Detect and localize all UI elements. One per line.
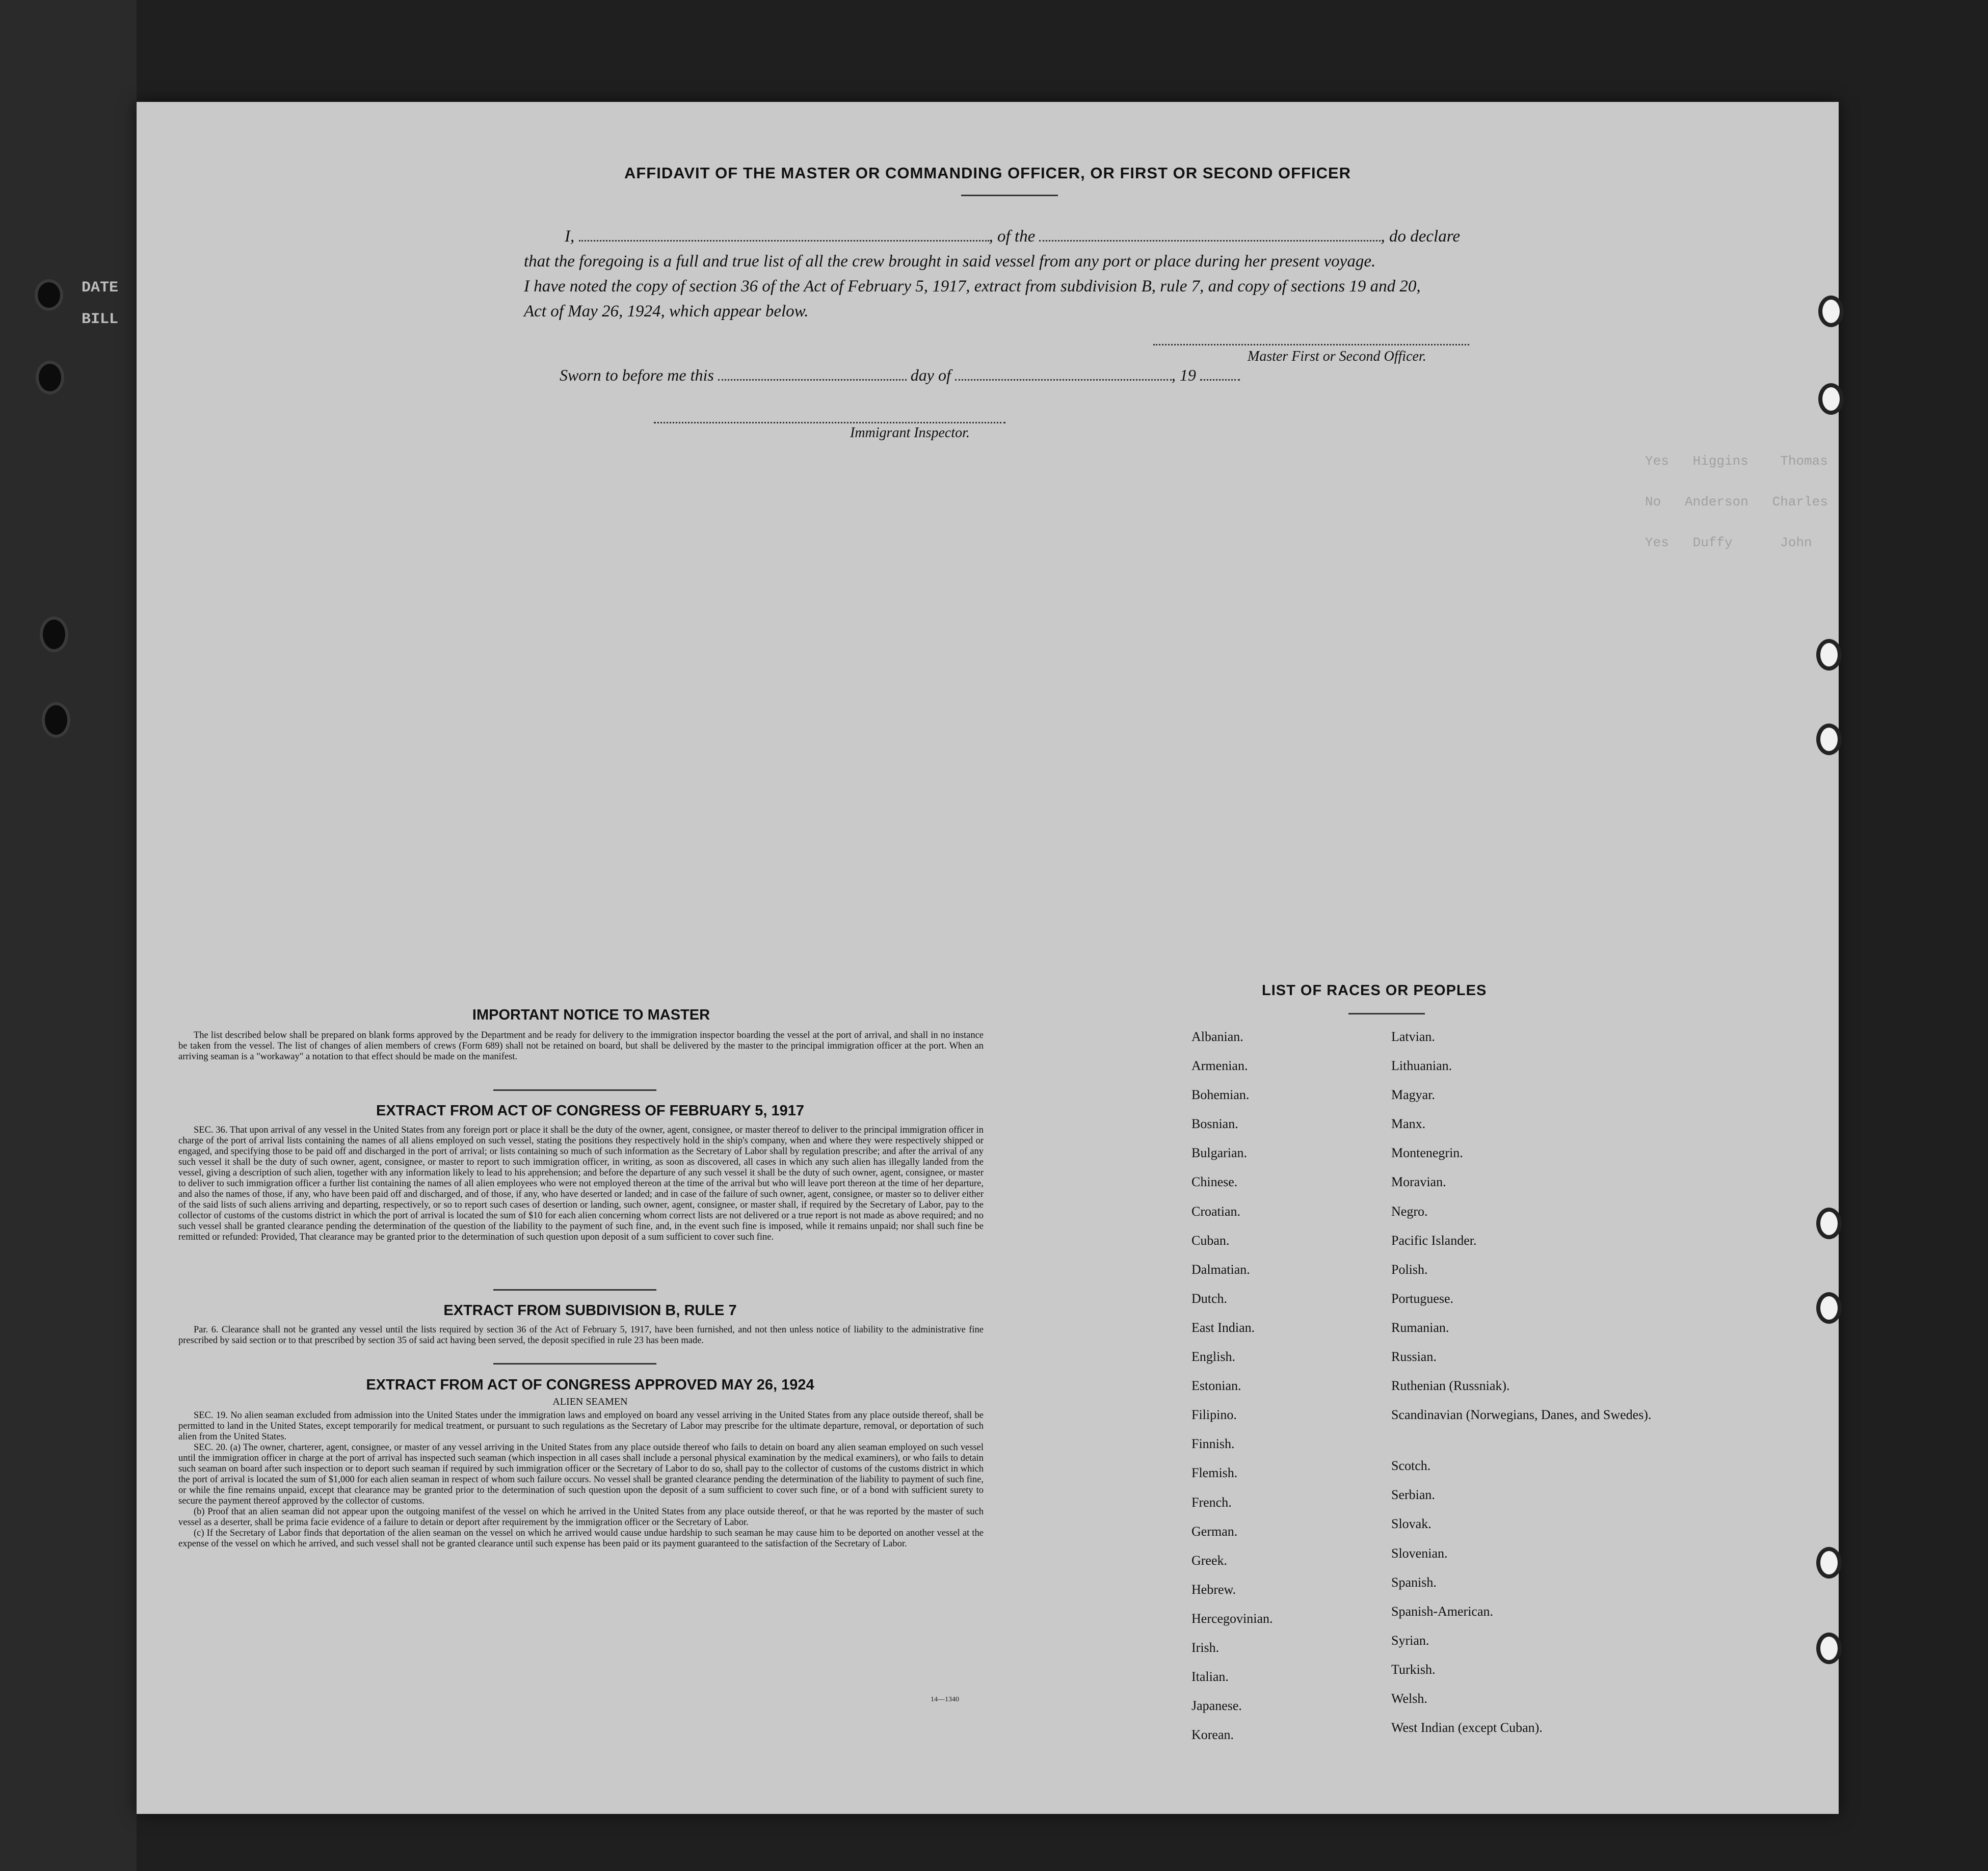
bleed-through-text: Yes Higgins Thomas (1645, 453, 1828, 469)
race-item: Bulgarian. (1191, 1145, 1248, 1161)
binder-hole (35, 279, 63, 311)
sworn-year-blank[interactable] (1200, 376, 1240, 381)
race-item: French. (1191, 1494, 1232, 1510)
races-rule (1348, 1013, 1425, 1014)
race-item: Negro. (1391, 1204, 1428, 1219)
extract-1924-heading: EXTRACT FROM ACT OF CONGRESS APPROVED MAY 26, 1924 (366, 1377, 814, 1393)
binder-hole (1818, 296, 1844, 327)
year-prefix-text: , 19 (1171, 366, 1196, 384)
alien-seamen-subheading: ALIEN SEAMEN (552, 1396, 628, 1407)
margin-bill-label: BILL (82, 311, 119, 328)
left-margin-strip (0, 0, 137, 1871)
section-20a-paragraph: SEC. 20. (a) The owner, charterer, agent, consignee, or master of any vessel arriving in the United States from any place outside thereof who fails to detain on board any alien seaman employed on such vessel until the immigration officer in charge at the port of arrival has inspected such seaman (which inspection in all cases shall include a personal physical examination by the medical examiners), or who fails to detain such seaman on board after such inspection or to deport such seaman if required by such immigration officer or the Secretary of Labor to do so, shall pay to the collector of customs of the customs district in which the port of arrival is located the sum of $1,000 for each alien seaman in respect of whom such failure occurs. No vessel shall be granted clearance pending the determination of the liability to payment of such fine, or while the fine remains unpaid, except that clearance may be granted prior to the determination of such question upon the deposit of a sum sufficient to cover such fine, or of a bond with sufficient surety to secure the payment thereof approved by the collector of customs. (178, 1442, 984, 1506)
binder-hole (1818, 383, 1844, 415)
race-item: Lithuanian. (1391, 1058, 1452, 1074)
race-item: Welsh. (1391, 1691, 1427, 1706)
inspector-signature-line[interactable] (654, 422, 1005, 423)
notice-heading: IMPORTANT NOTICE TO MASTER (472, 1007, 710, 1023)
binder-hole (36, 361, 64, 394)
extract-1917-heading: EXTRACT FROM ACT OF CONGRESS OF FEBRUARY 5, 1917 (376, 1103, 805, 1119)
race-item: Estonian. (1191, 1378, 1241, 1394)
day-of-text: day of (910, 366, 951, 384)
sworn-line (560, 366, 1240, 385)
race-item: Japanese. (1191, 1698, 1242, 1714)
bleed-through-text: No Anderson Charles (1645, 494, 1828, 510)
extract-1924-body (178, 1410, 984, 1549)
binder-hole (1816, 724, 1842, 755)
rule-7-body (178, 1325, 984, 1346)
race-item: Pacific Islander. (1391, 1233, 1477, 1248)
race-item: Scotch. (1391, 1458, 1431, 1474)
rule-7-paragraph: Par. 6. Clearance shall not be granted any vessel until the lists required by section 36 of the Act of February 5, 1917, have been furnished, and not then unless notice of liability to the administrative fine prescribed by said section or to that prescribed by section 35 of said act having been served, the deposit specified in rule 23 has been made. (178, 1325, 984, 1346)
race-item: Montenegrin. (1391, 1145, 1463, 1161)
binder-hole (40, 617, 68, 652)
race-item: Magyar. (1391, 1087, 1435, 1103)
races-heading: LIST OF RACES OR PEOPLES (1262, 982, 1487, 999)
race-item: Moravian. (1391, 1174, 1446, 1190)
race-item: Turkish. (1391, 1662, 1436, 1677)
race-item: Slovak. (1391, 1516, 1432, 1532)
binder-hole (1816, 1547, 1842, 1579)
section-36-paragraph: SEC. 36. That upon arrival of any vessel in the United States from any foreign port or place it shall be the duty of the owner, agent, consignee, or master thereof to deliver to the principal immigration officer in charge of the port of arrival lists containing the names of all aliens employed on such vessel, stating the positions they respectively hold in the ship's company, when and where they were respectively shipped or engaged, and specifying those to be paid off and discharged in the port of arrival; or lists containing so much of such information as the Secretary of Labor shall by regulation prescribe; and after the arrival of any such vessel it shall be the duty of such owner, agent, consignee, or master to report to such immigration officer, in writing, as soon as discovered, all cases in which any such alien has illegally landed from the vessel, giving a description of such alien, together with any information likely to lead to his apprehension; and before the departure of any such vessel it shall be the duty of such owner, agent, consignee, or master to deliver to such immigration officer a further list containing the names of all alien employees who were not employed thereon at the time of the arrival but who will leave port thereon at the time of her departure, and also the names of those, if any, who have been paid off and discharged, and of those, if any, who have deserted or landed; and in case of the failure of such owner, agent, consignee, or master so to deliver either of the said lists of such aliens arriving and departing, respectively, or so to report such cases of desertion or landing, such owner, agent, consignee, or master shall, if required by the Secretary of Labor, pay to the collector of customs of the customs district in which the port of arrival is located the sum of $10 for each alien concerning whom correct lists are not delivered or a true report is not made as above required; and no such vessel shall be granted clearance pending the determination of the question of the liability to the payment of such fine, and, in the event such fine is imposed, while it remains unpaid; nor shall such fine be remitted or refunded: Provided, That clearance may be granted prior to the determination of such question upon deposit of a sum sufficient to cover such fine. (178, 1125, 984, 1242)
race-item: West Indian (except Cuban). (1391, 1720, 1543, 1735)
race-item: East Indian. (1191, 1320, 1255, 1335)
race-item: Dalmatian. (1191, 1262, 1250, 1277)
declaration-line-4: Act of May 26, 1924, which appear below. (524, 302, 809, 320)
race-item: Syrian. (1391, 1633, 1429, 1648)
affidavit-title: AFFIDAVIT OF THE MASTER OR COMMANDING OFFICER, OR FIRST OR SECOND OFFICER (624, 164, 1351, 182)
race-item: Portuguese. (1391, 1291, 1454, 1306)
race-item: Finnish. (1191, 1436, 1235, 1452)
binder-hole (1816, 1292, 1842, 1324)
race-item: Albanian. (1191, 1029, 1243, 1044)
race-item: Latvian. (1391, 1029, 1435, 1044)
race-item: Spanish. (1391, 1574, 1437, 1590)
race-item: Rumanian. (1391, 1320, 1449, 1335)
section-20b-paragraph: (b) Proof that an alien seaman did not appear upon the outgoing manifest of the vessel on which he arrived in the United States from any place outside thereof, or that he was reported by the master of such vessel as a deserter, shall be prima facie evidence of a failure to detain or deport after requirement by the immigration officer or the Secretary of Labor. (178, 1507, 984, 1528)
race-item: Armenian. (1191, 1058, 1248, 1074)
race-item: Croatian. (1191, 1204, 1241, 1219)
binder-hole (1816, 1208, 1842, 1239)
race-item: Hebrew. (1191, 1582, 1236, 1597)
notice-rule (493, 1089, 656, 1091)
race-item: Flemish. (1191, 1465, 1238, 1481)
sworn-day-blank[interactable] (718, 376, 907, 381)
margin-date-label: DATE (82, 279, 119, 297)
inspector-signature-caption: Immigrant Inspector. (850, 425, 970, 441)
declaration-line-3: I have noted the copy of section 36 of the Act of February 5, 1917, extract from subdivision B, rule 7, and copy of sections 19 and 20, (524, 277, 1421, 296)
race-item: Russian. (1391, 1349, 1437, 1365)
race-item: English. (1191, 1349, 1235, 1365)
sworn-text: Sworn to before me this (560, 366, 714, 384)
binder-hole (1816, 1633, 1842, 1664)
race-item: Irish. (1191, 1640, 1220, 1655)
race-item: Dutch. (1191, 1291, 1228, 1306)
binder-hole (42, 702, 70, 738)
vessel-blank[interactable] (1039, 237, 1381, 242)
race-item: Scandinavian (Norwegians, Danes, and Swedes). (1391, 1407, 1652, 1423)
section-20c-paragraph: (c) If the Secretary of Labor finds that deportation of the alien seaman on the vessel on which he arrived would cause undue hardship to such seaman he may cause him to be deported on another vessel at the expense of the vessel on which he arrived, and such vessel shall not be granted clearance until such expense has been paid or its payment guaranteed to the satisfaction of the Secretary of Labor. (178, 1528, 984, 1549)
binder-hole (1816, 639, 1842, 671)
race-item: German. (1191, 1523, 1238, 1539)
race-item: Manx. (1391, 1116, 1426, 1132)
form-number: 14—1340 (931, 1696, 959, 1703)
race-item: Slovenian. (1391, 1545, 1448, 1561)
race-item: Cuban. (1191, 1233, 1230, 1248)
race-item: Greek. (1191, 1553, 1228, 1568)
race-item: Polish. (1391, 1262, 1428, 1277)
declaration-line-2: that the foregoing is a full and true list of all the crew brought in said vessel from any port or place during her present voyage. (524, 252, 1376, 271)
race-item: Ruthenian (Russniak). (1391, 1378, 1510, 1394)
declaration-text (524, 224, 1472, 324)
rule-7-rule (493, 1363, 656, 1365)
name-blank[interactable] (579, 237, 989, 242)
race-item: Filipino. (1191, 1407, 1237, 1423)
races-right-column (1391, 1029, 1652, 1749)
race-item: Chinese. (1191, 1174, 1238, 1190)
rule-7-heading: EXTRACT FROM SUBDIVISION B, RULE 7 (443, 1302, 737, 1319)
document-page (137, 102, 1839, 1814)
race-item: Spanish-American. (1391, 1603, 1494, 1619)
declaration-of: , of the (989, 227, 1036, 246)
sworn-month-blank[interactable] (955, 376, 1172, 381)
bleed-through-text: Yes Duffy John (1645, 535, 1812, 550)
race-item: Serbian. (1391, 1487, 1435, 1503)
notice-paragraph: The list described below shall be prepared on blank forms approved by the Department and be ready for delivery to the immigration inspector boarding the vessel at the port of arrival, and shall in no instance be taken from the vessel. The list of changes of alien members of crews (Form 689) shall not be retained on board, but shall be delivered by the master to the principal immigration officer at the port. When an arriving seaman is a "workaway" a notation to that effect should be made on the manifest. (178, 1030, 984, 1062)
section-19-paragraph: SEC. 19. No alien seaman excluded from admission into the United States under the immigration laws and employed on board any vessel arriving in the United States from any place outside thereof, shall be permitted to land in the United States, except temporarily for medical treatment, or pursuant to such regulations as the Secretary of Labor may prescribe for the ultimate departure, removal, or deportation of such alien from the United States. (178, 1410, 984, 1442)
race-item: Korean. (1191, 1727, 1234, 1743)
races-left-column (1191, 1029, 1273, 1756)
notice-body (178, 1030, 984, 1062)
extract-1917-body (178, 1125, 984, 1243)
race-item: Italian. (1191, 1669, 1229, 1685)
extract-1917-rule (493, 1289, 656, 1291)
declaration-do-declare: , do declare (1381, 227, 1460, 246)
race-item: Bosnian. (1191, 1116, 1238, 1132)
race-item: Bohemian. (1191, 1087, 1250, 1103)
master-signature-line[interactable] (1153, 344, 1469, 345)
declaration-line-1 (524, 224, 1472, 249)
declaration-i: I, (565, 227, 575, 246)
race-item: Hercegovinian. (1191, 1611, 1273, 1626)
master-signature-caption: Master First or Second Officer. (1248, 349, 1426, 364)
title-rule (961, 195, 1058, 196)
